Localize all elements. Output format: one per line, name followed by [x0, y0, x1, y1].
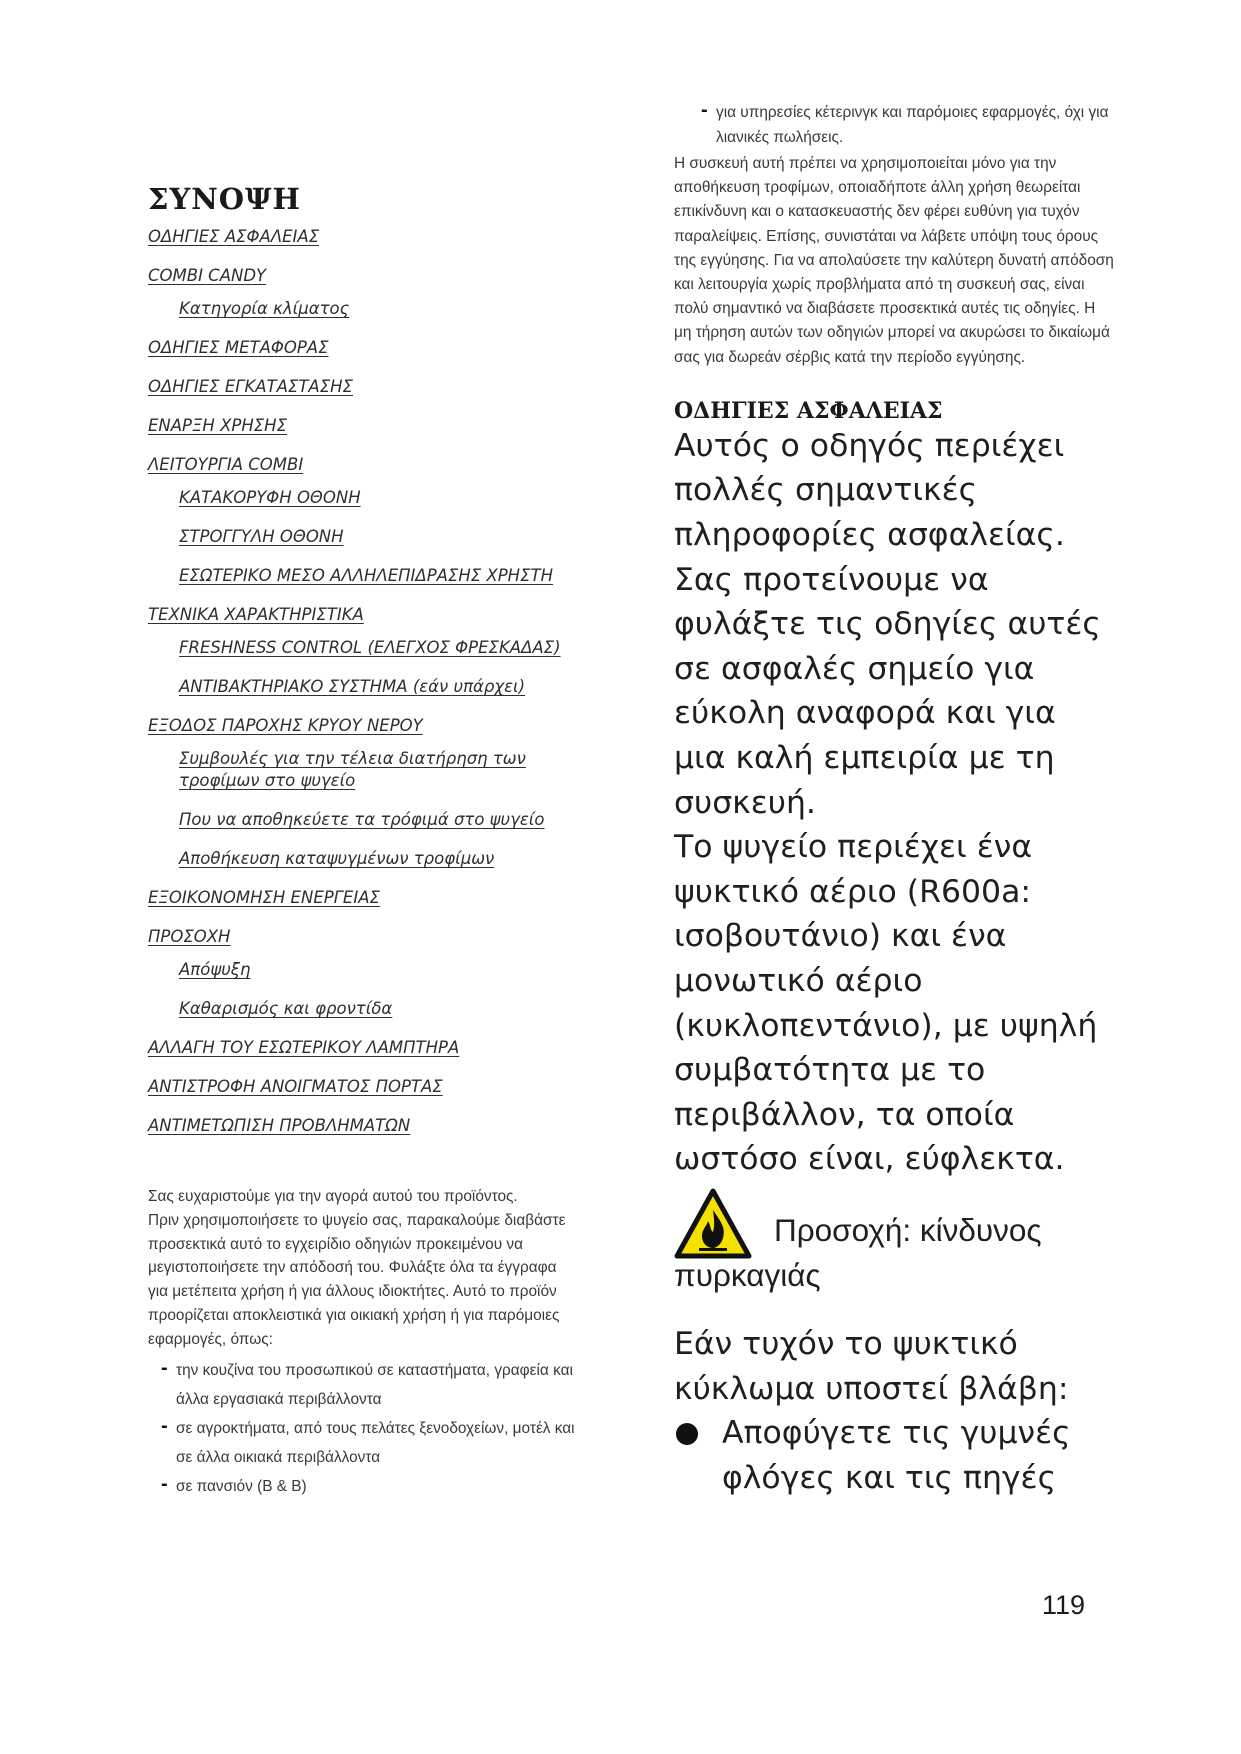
warning-title-continued: πυρκαγιάς — [674, 1256, 821, 1293]
usage-list-item: - σε αγροκτήματα, από τους πελάτες ξενοδοχείων, μοτέλ και σε άλλα οικιακά περιβάλλοντα — [148, 1414, 578, 1472]
usage-list — [148, 1356, 578, 1501]
toc-item[interactable]: ΑΝΤΙΣΤΡΟΦΗ ΑΝΟΙΓΜΑΤΟΣ ΠΟΡΤΑΣ — [148, 1077, 443, 1096]
toc-item[interactable]: Καθαρισμός και φροντίδα — [179, 999, 393, 1018]
toc-item[interactable]: Απόψυξη — [179, 960, 251, 979]
bullet-icon — [676, 1423, 698, 1445]
toc-item[interactable]: ΟΔΗΓΙΕΣ ΕΓΚΑΤΑΣΤΑΣΗΣ — [148, 377, 353, 396]
safety-heading: ΟΔΗΓΙΕΣ ΑΣΦΑΛΕΙΑΣ — [674, 397, 943, 424]
toc-item[interactable]: Συμβουλές για την τέλεια διατήρηση των τροφίμων στο ψυγείο — [179, 749, 526, 790]
intro-section — [148, 1185, 578, 1501]
page-number: 119 — [1042, 1590, 1086, 1620]
toc-item[interactable]: ΑΝΤΙΒΑΚΤΗΡΙΑΚΟ ΣΥΣΤΗΜΑ (εάν υπάρχει) — [179, 677, 526, 696]
table-of-contents — [148, 226, 578, 1137]
left-column — [148, 170, 578, 1501]
toc-item[interactable]: Που να αποθηκεύετε τα τρόφιμά στο ψυγείο — [179, 810, 545, 829]
guide-paragraph: Αυτός ο οδηγός περιέχει πολλές σημαντικές πληροφορίες ασφαλείας. Σας προτείνουμε να φυλάξτε τις οδηγίες αυτές σε ασφαλές σημείο για εύκολη αναφορά και για μια καλή εμπειρία με τη συσκευή. — [674, 427, 1101, 821]
toc-item[interactable]: ΛΕΙΤΟΥΡΓΙΑ COMBI — [148, 455, 304, 474]
toc-item[interactable]: ΟΔΗΓΙΕΣ ΑΣΦΑΛΕΙΑΣ — [148, 227, 320, 246]
toc-item[interactable]: ΕΣΩΤΕΡΙΚΟ ΜΕΣΟ ΑΛΛΗΛΕΠΙΔΡΑΣΗΣ ΧΡΗΣΤΗ — [179, 566, 554, 585]
fault-paragraph: Εάν τυχόν το ψυκτικό κύκλωμα υποστεί βλάβη: — [674, 1325, 1069, 1407]
usage-paragraph: Η συσκευή αυτή πρέπει να χρησιμοποιείται μόνο για την αποθήκευση τροφίμων, οποιαδήποτε άλλη χρήση θεωρείται επικίνδυνη και ο κατασκευαστής δεν φέρει ευθύνη για τυχόν παραλείψεις. Επίσης, συνιστάται να λάβετε υπόψη τους όρους της εγγύησης. Για να απολαύσετε την καλύτερη δυνατή απόδοση και λειτουργία χωρίς προβλήματα από τη συσκευή σας, είναι πολύ σημαντικό να διαβάσετε προσεκτικά αυτές τις οδηγίες. Η μη τήρηση αυτών των οδηγιών μπορεί να ακυρώσει το δικαίωμά σας για δωρεάν σέρβις κατά την περίοδο εγγύησης. — [674, 155, 1114, 366]
intro-thanks: Σας ευχαριστούμε για την αγορά αυτού του προϊόντος. — [148, 1188, 518, 1205]
toc-item[interactable]: ΕΞΟΙΚΟΝΟΜΗΣΗ ΕΝΕΡΓΕΙΑΣ — [148, 888, 380, 907]
usage-list-item: - την κουζίνα του προσωπικού σε καταστήματα, γραφεία και άλλα εργασιακά περιβάλλοντα — [148, 1356, 578, 1414]
toc-item[interactable]: ΑΝΤΙΜΕΤΩΠΙΣΗ ΠΡΟΒΛΗΜΑΤΩΝ — [148, 1116, 411, 1135]
toc-item[interactable]: ΤΕΧΝΙΚΑ ΧΑΡΑΚΤΗΡΙΣΤΙΚΑ — [148, 605, 364, 624]
warning-title: Προσοχή: κίνδυνος — [774, 1211, 1042, 1248]
toc-item[interactable]: ΠΡΟΣΟΧΗ — [148, 927, 231, 946]
usage-list-item: - σε πανσιόν (B & B) — [148, 1472, 578, 1501]
fault-list-item — [674, 1411, 1114, 1500]
toc-item[interactable]: COMBI CANDY — [148, 266, 267, 285]
intro-usage: Πριν χρησιμοποιήσετε το ψυγείο σας, παρακαλούμε διαβάστε προσεκτικά αυτό το εγχειρίδιο οδηγιών προκειμένου να μεγιστοποιήσετε την απόδοσή του. Φυλάξτε όλα τα έγγραφα για μετέπειτα χρήση ή για άλλους ιδιοκτήτες. Αυτό το προϊόν προορίζεται αποκλειστικά για οικιακή χρήση ή για παρόμοιες εφαρμογές, όπως: — [148, 1211, 566, 1348]
toc-item[interactable]: Αποθήκευση καταψυγμένων τροφίμων — [179, 849, 495, 868]
toc-item[interactable]: ΚΑΤΑΚΟΡΥΦΗ ΟΘΟΝΗ — [179, 488, 361, 507]
toc-item[interactable]: ΟΔΗΓΙΕΣ ΜΕΤΑΦΟΡΑΣ — [148, 338, 329, 357]
toc-item[interactable]: Κατηγορία κλίματος — [179, 299, 350, 318]
toc-item[interactable]: ΕΝΑΡΞΗ ΧΡΗΣΗΣ — [148, 416, 288, 435]
catering-list-item: - για υπηρεσίες κέτερινγκ και παρόμοιες εφαρμογές, όχι για λιανικές πωλήσεις. — [688, 100, 1114, 150]
toc-title: ΣΥΝΟΨΗ — [148, 182, 301, 216]
toc-item[interactable]: ΑΛΛΑΓΗ ΤΟΥ ΕΣΩΤΕΡΙΚΟΥ ΛΑΜΠΤΗΡΑ — [148, 1038, 460, 1057]
flammable-warning-icon — [674, 1188, 752, 1260]
toc-item[interactable]: ΣΤΡΟΓΓΥΛΗ ΟΘΟΝΗ — [179, 527, 344, 546]
toc-item[interactable]: ΕΞΟΔΟΣ ΠΑΡΟΧΗΣ ΚΡΥΟΥ ΝΕΡΟΥ — [148, 716, 423, 735]
right-column — [674, 100, 1114, 1500]
fault-list-text: Αποφύγετε τις γυμνές φλόγες και τις πηγές — [722, 1415, 1071, 1496]
toc-item[interactable]: FRESHNESS CONTROL (ΕΛΕΓΧΟΣ ΦΡΕΣΚΑΔΑΣ) — [179, 638, 561, 657]
gas-paragraph: Το ψυγείο περιέχει ένα ψυκτικό αέριο (R600a: ισοβουτάνιο) και ένα μονωτικό αέριο (κυκλοπεντάνιο), με υψηλή συμβατότητα με το περιβάλλον, τα οποία ωστόσο είναι, εύφλεκτα. — [674, 829, 1098, 1178]
fire-warning — [674, 1188, 1114, 1308]
